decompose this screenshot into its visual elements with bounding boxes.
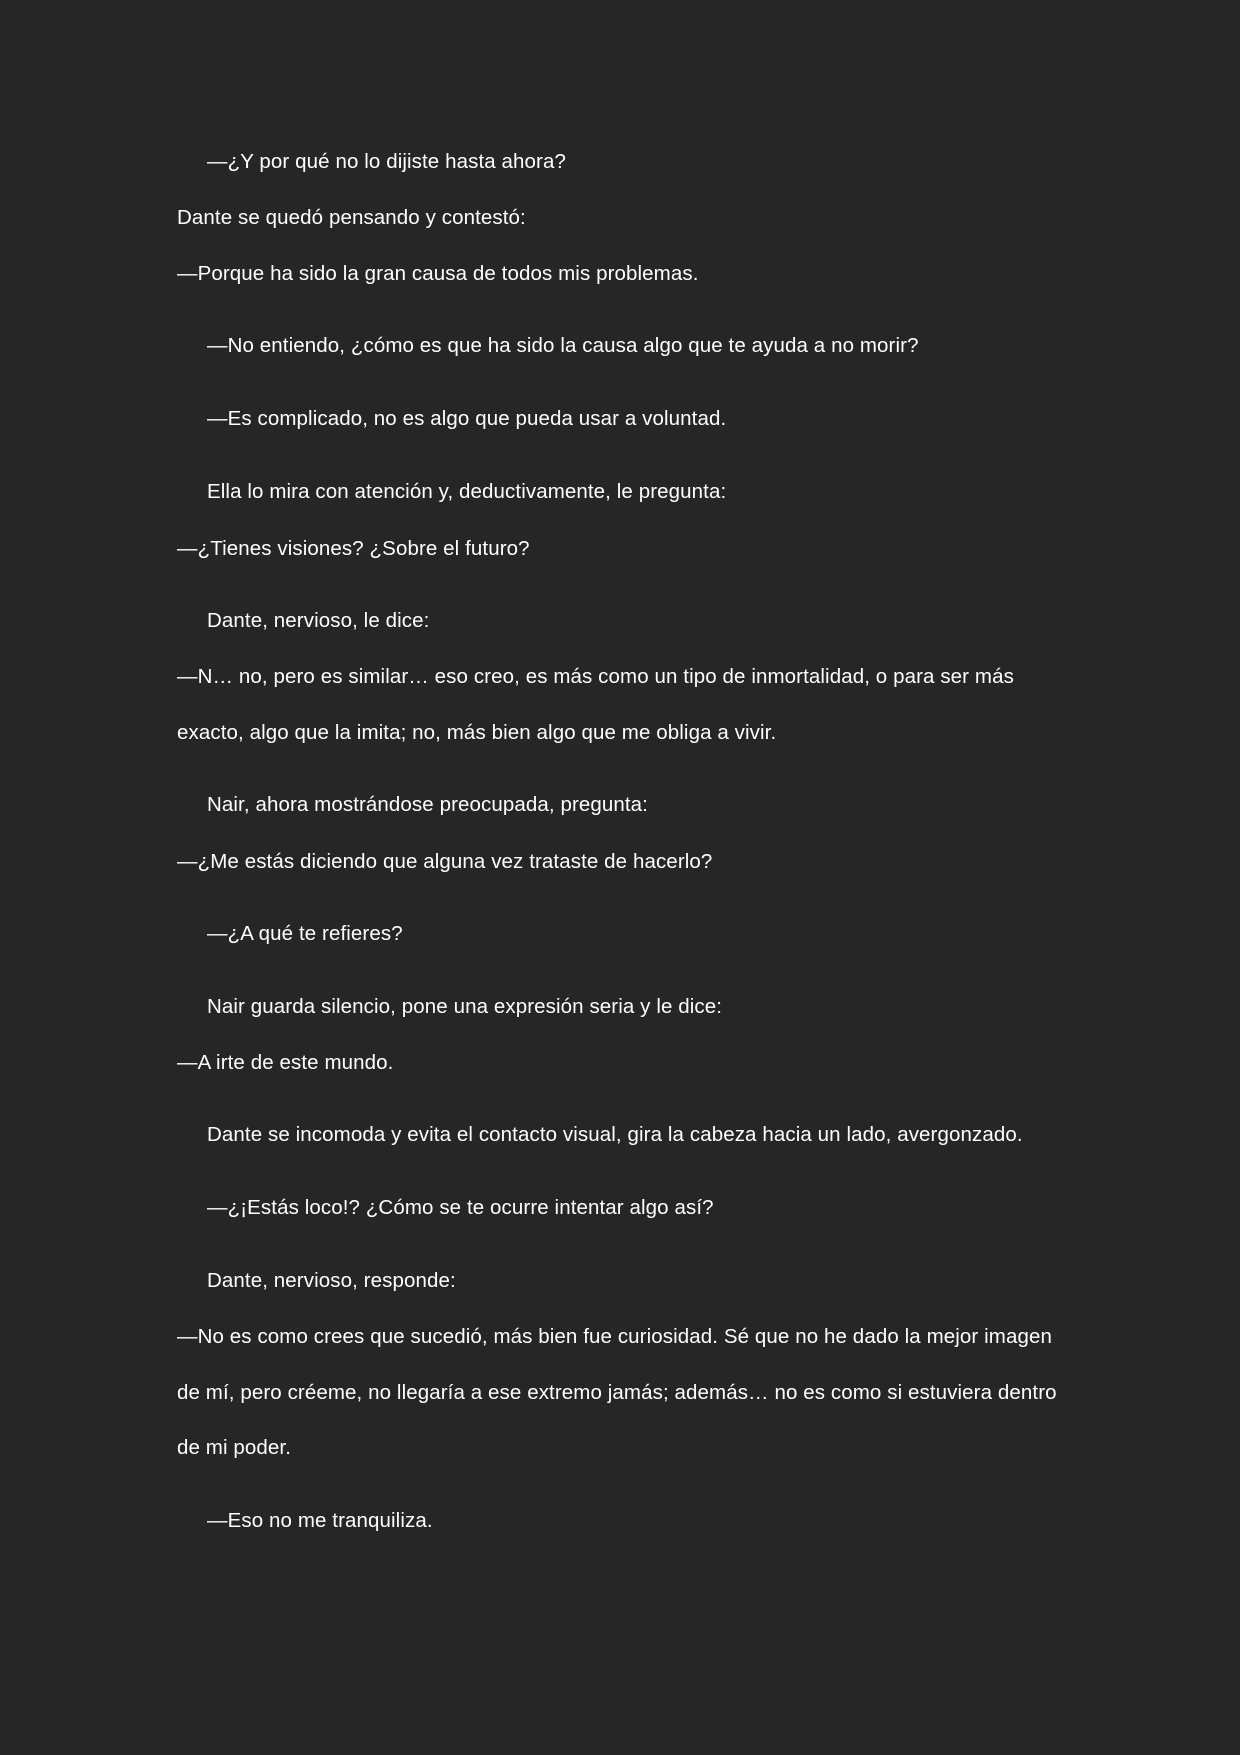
text-line: Ella lo mira con atención y, deductivamente, le pregunta: bbox=[207, 480, 727, 503]
text-line: Nair, ahora mostrándose preocupada, pregunta: bbox=[207, 793, 648, 816]
text-line: —¿Y por qué no lo dijiste hasta ahora? bbox=[207, 150, 566, 173]
text-line: Dante se quedó pensando y contestó: bbox=[177, 206, 526, 229]
text-line: —¿¡Estás loco!? ¿Cómo se te ocurre intentar algo así? bbox=[207, 1196, 714, 1219]
text-line: Dante, nervioso, responde: bbox=[207, 1269, 456, 1292]
text-line: —A irte de este mundo. bbox=[177, 1051, 394, 1074]
text-line: de mí, pero créeme, no llegaría a ese extremo jamás; además… no es como si estuviera dentro bbox=[177, 1381, 1057, 1404]
text-line: —¿Me estás diciendo que alguna vez trataste de hacerlo? bbox=[177, 850, 713, 873]
text-line: Dante, nervioso, le dice: bbox=[207, 609, 430, 632]
text-line: de mi poder. bbox=[177, 1436, 292, 1459]
text-line: —No es como crees que sucedió, más bien fue curiosidad. Sé que no he dado la mejor imagen bbox=[177, 1325, 1052, 1348]
text-line: Nair guarda silencio, pone una expresión seria y le dice: bbox=[207, 995, 723, 1018]
text-line: —No entiendo, ¿cómo es que ha sido la causa algo que te ayuda a no morir? bbox=[207, 334, 919, 357]
text-line: —¿A qué te refieres? bbox=[207, 922, 403, 945]
text-line: —Porque ha sido la gran causa de todos mis problemas. bbox=[177, 262, 699, 285]
text-line: —Eso no me tranquiliza. bbox=[207, 1509, 433, 1532]
text-line: —¿Tienes visiones? ¿Sobre el futuro? bbox=[177, 537, 530, 560]
text-line: —N… no, pero es similar… eso creo, es más como un tipo de inmortalidad, o para ser más bbox=[177, 665, 1014, 688]
text-line: exacto, algo que la imita; no, más bien algo que me obliga a vivir. bbox=[177, 721, 777, 744]
text-line: Dante se incomoda y evita el contacto visual, gira la cabeza hacia un lado, avergonzado. bbox=[207, 1123, 1023, 1146]
text-line: —Es complicado, no es algo que pueda usar a voluntad. bbox=[207, 407, 727, 430]
